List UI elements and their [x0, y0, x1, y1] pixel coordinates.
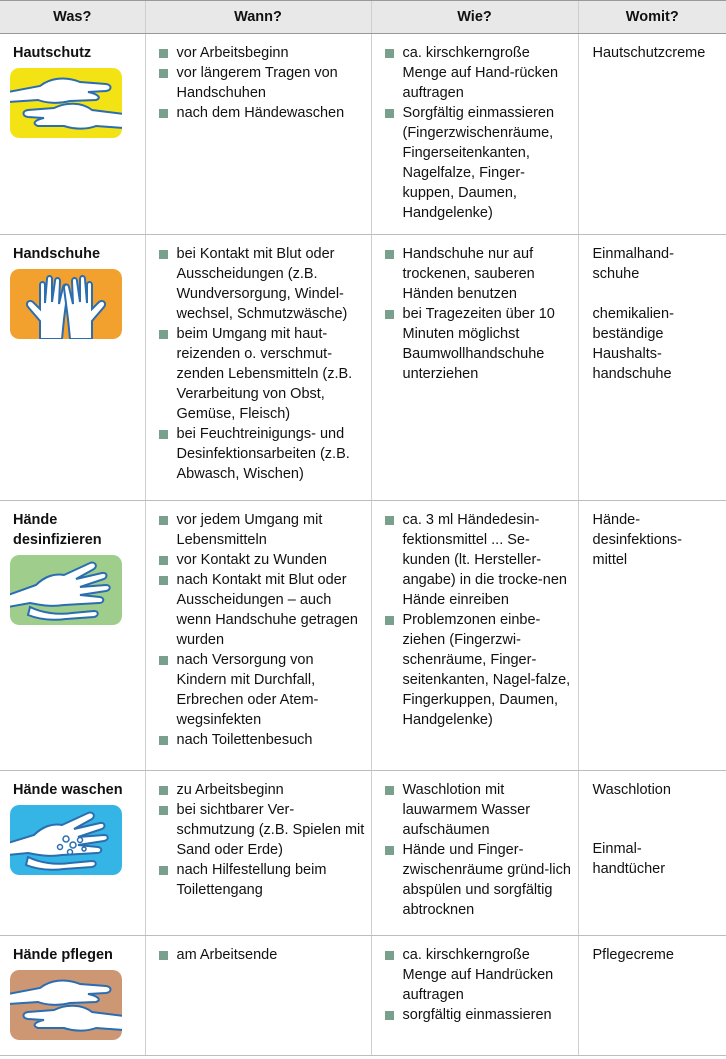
wann-list — [159, 945, 365, 965]
list-item: sorgfältig einmassieren — [385, 1005, 572, 1025]
cell-wann — [145, 235, 371, 501]
tool-item: Pflegecreme — [592, 947, 674, 963]
header-was: Was? — [0, 1, 145, 34]
list-item: am Arbeitsende — [159, 945, 365, 965]
list-item: zu Arbeitsbeginn — [159, 780, 365, 800]
list-item: bei Tragezeiten über 10 Minuten möglichst Baumwollhandschuhe unterziehen — [385, 304, 572, 384]
wie-list — [385, 43, 572, 223]
tool-item: Einmalhand- schuhe — [592, 246, 674, 282]
cell-womit — [578, 34, 726, 235]
table-row — [0, 771, 726, 936]
header-row — [0, 1, 726, 34]
list-item: Problemzonen einbe-ziehen (Fingerzwi-schenräume, Finger-seitenkanten, Nagel-falze, Fingerkuppen, Daumen, Handgelenke) — [385, 610, 572, 730]
list-item: nach dem Händewaschen — [159, 103, 365, 123]
cell-wie — [371, 771, 578, 936]
wie-list — [385, 945, 572, 1025]
cell-wann — [145, 501, 371, 771]
header-womit: Womit? — [578, 1, 726, 34]
cell-was — [0, 771, 145, 936]
header-wie: Wie? — [371, 1, 578, 34]
wann-list — [159, 244, 365, 484]
wann-list — [159, 510, 365, 750]
list-item: vor längerem Tragen von Handschuhen — [159, 63, 365, 103]
cell-womit — [578, 235, 726, 501]
list-item: nach Versorgung von Kindern mit Durchfall, Erbrechen oder Atem-wegsinfekten — [159, 650, 365, 730]
table-row — [0, 501, 726, 771]
wann-list — [159, 780, 365, 900]
list-item: Sorgfältig einmassieren (Fingerzwischenräume, Fingerseitenkanten, Nagelfalze, Finger-kuppen, Daumen, Handgelenke) — [385, 103, 572, 223]
cell-wann — [145, 936, 371, 1056]
tool-item: Einmal- handtücher — [592, 841, 666, 877]
tool-item: Hände- desinfektions- mittel — [592, 512, 682, 568]
row-title: Hautschutz — [13, 45, 92, 61]
hands-care-icon — [10, 970, 122, 1040]
wie-list — [385, 244, 572, 384]
list-item: vor Kontakt zu Wunden — [159, 550, 365, 570]
list-item: bei Feuchtreinigungs- und Desinfektionsarbeiten (z.B. Abwasch, Wischen) — [159, 424, 365, 484]
list-item: nach Hilfestellung beim Toilettengang — [159, 860, 365, 900]
row-title: Hände desinfizieren — [13, 512, 102, 548]
hands-washing-icon — [10, 805, 122, 875]
cell-wann — [145, 771, 371, 936]
list-item: bei Kontakt mit Blut oder Ausscheidungen (z.B. Wundversorgung, Windel-wechsel, Schmutzwäsche) — [159, 244, 365, 324]
cell-wann — [145, 34, 371, 235]
cell-womit — [578, 936, 726, 1056]
wann-list — [159, 43, 365, 123]
cell-wie — [371, 936, 578, 1056]
cell-was — [0, 936, 145, 1056]
list-item: ca. kirschkerngroße Menge auf Handrücken auftragen — [385, 945, 572, 1005]
row-title: Hände pflegen — [13, 947, 113, 963]
cell-womit — [578, 771, 726, 936]
list-item: Handschuhe nur auf trockenen, sauberen Händen benutzen — [385, 244, 572, 304]
list-item: nach Toilettenbesuch — [159, 730, 365, 750]
cell-wie — [371, 34, 578, 235]
table-row — [0, 34, 726, 235]
cell-wie — [371, 501, 578, 771]
cell-was — [0, 34, 145, 235]
table-row — [0, 936, 726, 1056]
list-item: beim Umgang mit haut-reizenden o. verschmut-zenden Lebensmitteln (z.B. Verarbeitung von Obst, Gemüse, Fleisch) — [159, 324, 365, 424]
list-item: nach Kontakt mit Blut oder Ausscheidungen – auch wenn Handschuhe getragen wurden — [159, 570, 365, 650]
list-item: Hände und Finger-zwischenräume gründ-lich abspülen und sorgfältig abtrocknen — [385, 840, 572, 920]
list-item: Waschlotion mit lauwarmem Wasser aufschäumen — [385, 780, 572, 840]
row-title: Hände waschen — [13, 782, 123, 798]
wie-list — [385, 510, 572, 730]
list-item: vor Arbeitsbeginn — [159, 43, 365, 63]
list-item: ca. 3 ml Händedesin-fektionsmittel ... Se-kunden (lt. Hersteller-angabe) in die trocke-nen Hände einreiben — [385, 510, 572, 610]
table-row — [0, 235, 726, 501]
hands-disinfect-icon — [10, 555, 122, 625]
tool-item: Hautschutzcreme — [592, 45, 706, 61]
header-wann: Wann? — [145, 1, 371, 34]
tool-item: chemikalien- beständige Haushalts- handschuhe — [592, 306, 674, 382]
list-item: ca. kirschkerngroße Menge auf Hand-rücken auftragen — [385, 43, 572, 103]
raised-hands-icon — [10, 269, 122, 339]
tool-item: Waschlotion — [592, 782, 671, 798]
cell-wie — [371, 235, 578, 501]
cell-was — [0, 501, 145, 771]
list-item: bei sichtbarer Ver-schmutzung (z.B. Spielen mit Sand oder Erde) — [159, 800, 365, 860]
row-title: Handschuhe — [13, 246, 101, 262]
hands-cream-icon — [10, 68, 122, 138]
cell-womit — [578, 501, 726, 771]
list-item: vor jedem Umgang mit Lebensmitteln — [159, 510, 365, 550]
cell-was — [0, 235, 145, 501]
wie-list — [385, 780, 572, 920]
